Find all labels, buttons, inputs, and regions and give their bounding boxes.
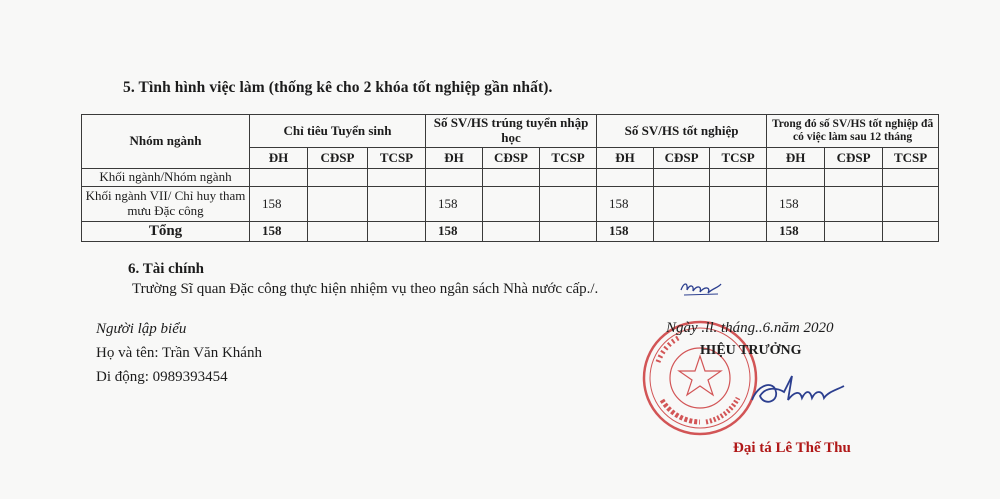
table-cell: 158: [426, 187, 483, 222]
sub-header: CĐSP: [308, 148, 368, 169]
table-cell: 158: [767, 187, 825, 222]
date-line: Ngày .ll. tháng..6.năm 2020: [666, 320, 834, 336]
col-group-employed: Trong đó số SV/HS tốt nghiệp đã có việc làm sau 12 tháng: [767, 115, 939, 148]
table-cell: [710, 187, 767, 222]
table-cell: [825, 187, 883, 222]
table-cell: [368, 187, 426, 222]
table-cell: [654, 187, 710, 222]
table-cell: [308, 169, 368, 187]
sub-header: TCSP: [710, 148, 767, 169]
table-cell: [597, 169, 654, 187]
sub-header: ĐH: [250, 148, 308, 169]
table-cell: [883, 169, 939, 187]
row-label: Khối ngành VII/ Chỉ huy tham mưu Đặc công: [82, 187, 250, 222]
table-cell: [654, 222, 710, 242]
table-cell: [308, 187, 368, 222]
sub-header: ĐH: [767, 148, 825, 169]
sub-header: TCSP: [540, 148, 597, 169]
signer-name: Đại tá Lê Thế Thu: [733, 440, 851, 456]
table-cell: [368, 222, 426, 242]
table-cell: [825, 169, 883, 187]
table-cell: [883, 187, 939, 222]
preparer-name: Họ và tên: Trần Văn Khánh: [96, 345, 262, 361]
table-row: [82, 169, 939, 187]
initials-scribble: [678, 276, 724, 298]
table-cell: [540, 187, 597, 222]
table-cell: 158: [250, 187, 308, 222]
table-cell: [710, 222, 767, 242]
sub-header: TCSP: [883, 148, 939, 169]
table-cell: [710, 169, 767, 187]
table-cell: 158: [767, 222, 825, 242]
section-5-heading: 5. Tình hình việc làm (thống kê cho 2 khóa tốt nghiệp gần nhất).: [123, 79, 553, 96]
table-cell: [767, 169, 825, 187]
col-group-admitted: Số SV/HS trúng tuyển nhập học: [426, 115, 597, 148]
table-cell: [368, 169, 426, 187]
employment-table: [81, 114, 939, 242]
table-cell: 158: [250, 222, 308, 242]
table-cell: [308, 222, 368, 242]
row-label: Tổng: [82, 222, 250, 242]
table-row-total: [82, 222, 939, 242]
table-cell: [883, 222, 939, 242]
table-cell: [483, 187, 540, 222]
table-cell: [250, 169, 308, 187]
preparer-role: Người lập biểu: [96, 321, 187, 337]
sub-header: CĐSP: [825, 148, 883, 169]
preparer-phone: Di động: 0989393454: [96, 369, 228, 385]
sub-header: TCSP: [368, 148, 426, 169]
table-cell: [654, 169, 710, 187]
table-cell: [426, 169, 483, 187]
principal-title: HIỆU TRƯỞNG: [700, 343, 802, 358]
row-label: Khối ngành/Nhóm ngành: [82, 169, 250, 187]
finance-text: Trường Sĩ quan Đặc công thực hiện nhiệm vụ theo ngân sách Nhà nước cấp./.: [132, 281, 599, 297]
section-6-heading: 6. Tài chính: [128, 261, 205, 277]
table-cell: 158: [426, 222, 483, 242]
table-cell: 158: [597, 187, 654, 222]
table-cell: 158: [597, 222, 654, 242]
table-cell: [540, 169, 597, 187]
sub-header: CĐSP: [654, 148, 710, 169]
table-cell: [825, 222, 883, 242]
table-cell: [483, 222, 540, 242]
group-header: Nhóm ngành: [82, 115, 250, 169]
col-group-targets: Chỉ tiêu Tuyển sinh: [250, 115, 426, 148]
handwritten-signature: [748, 366, 848, 412]
col-group-graduated: Số SV/HS tốt nghiệp: [597, 115, 767, 148]
sub-header: ĐH: [426, 148, 483, 169]
sub-header: ĐH: [597, 148, 654, 169]
table-cell: [483, 169, 540, 187]
table-row: [82, 187, 939, 222]
sub-header: CĐSP: [483, 148, 540, 169]
table-cell: [540, 222, 597, 242]
